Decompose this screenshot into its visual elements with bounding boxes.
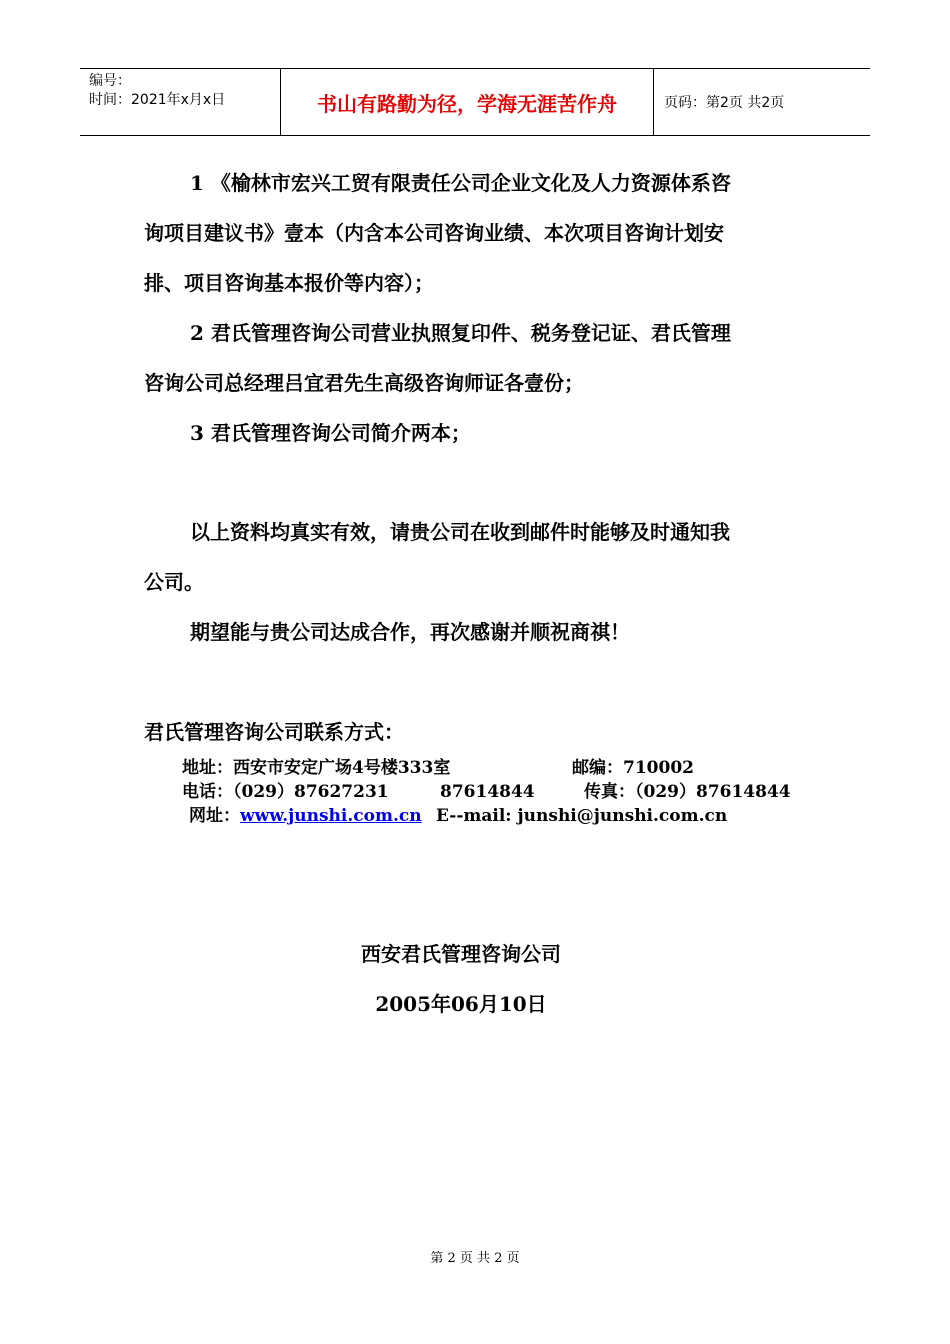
item-1-line-3: 排、项目咨询基本报价等内容）；: [144, 271, 434, 295]
contact-email: E--mail: junshi@junshi.com.cn: [436, 806, 728, 826]
item-2-line-2: 咨询公司总经理吕宜君先生高级咨询师证各壹份；: [144, 371, 584, 395]
contact-row-address: [182, 756, 822, 780]
item-3: 3 君氏管理咨询公司简介两本；: [190, 421, 471, 445]
contact-address: 地址：西安市安定广场4号楼333室: [182, 758, 451, 778]
signature-date: 2005年06月10日: [375, 992, 547, 1016]
signature-company: 西安君氏管理咨询公司: [361, 942, 561, 966]
contact-fax: 传真：（029）87614844: [584, 782, 791, 802]
closing-line-1: 以上资料均真实有效，请贵公司在收到邮件时能够及时通知我: [190, 520, 730, 544]
item-2-line-1: 2 君氏管理咨询公司营业执照复印件、税务登记证、君氏管理: [190, 321, 731, 345]
closing-line-2: 公司。: [144, 570, 204, 594]
document-time-label: 时间：2021年x月x日: [89, 92, 226, 108]
contact-row-phone: [182, 780, 822, 804]
contact-phone: 电话：（029）87627231: [182, 782, 389, 802]
document-number-label: 编号：: [89, 73, 131, 89]
page-footer: 第 2 页 共 2 页: [430, 1251, 520, 1266]
contact-info: [182, 756, 822, 828]
contact-heading-block: [144, 707, 810, 757]
closing-greeting: 期望能与贵公司达成合作，再次感谢并顺祝商祺！: [190, 620, 630, 644]
document-body: [144, 158, 810, 458]
contact-website-link[interactable]: www.junshi.com.cn: [240, 806, 422, 826]
header-meta-cell: [80, 69, 281, 135]
contact-heading: 君氏管理咨询公司联系方式：: [144, 720, 404, 744]
header-page-number: 页码：第2页 共2页: [664, 95, 785, 111]
header-table: [80, 68, 870, 136]
contact-phone-2: 87614844: [440, 782, 535, 802]
contact-web-label: 网址：: [189, 806, 240, 826]
item-1-line-1: 1 《榆林市宏兴工贸有限责任公司企业文化及人力资源体系咨: [190, 171, 731, 195]
item-1-line-2: 询项目建议书》壹本（内含本公司咨询业绩、本次项目咨询计划安: [144, 221, 724, 245]
contact-row-web: [182, 804, 822, 828]
closing-section: [144, 507, 810, 657]
header-motto: 书山有路勤为径，学海无涯苦作舟: [281, 69, 654, 135]
contact-postcode: 邮编：710002: [572, 758, 694, 778]
